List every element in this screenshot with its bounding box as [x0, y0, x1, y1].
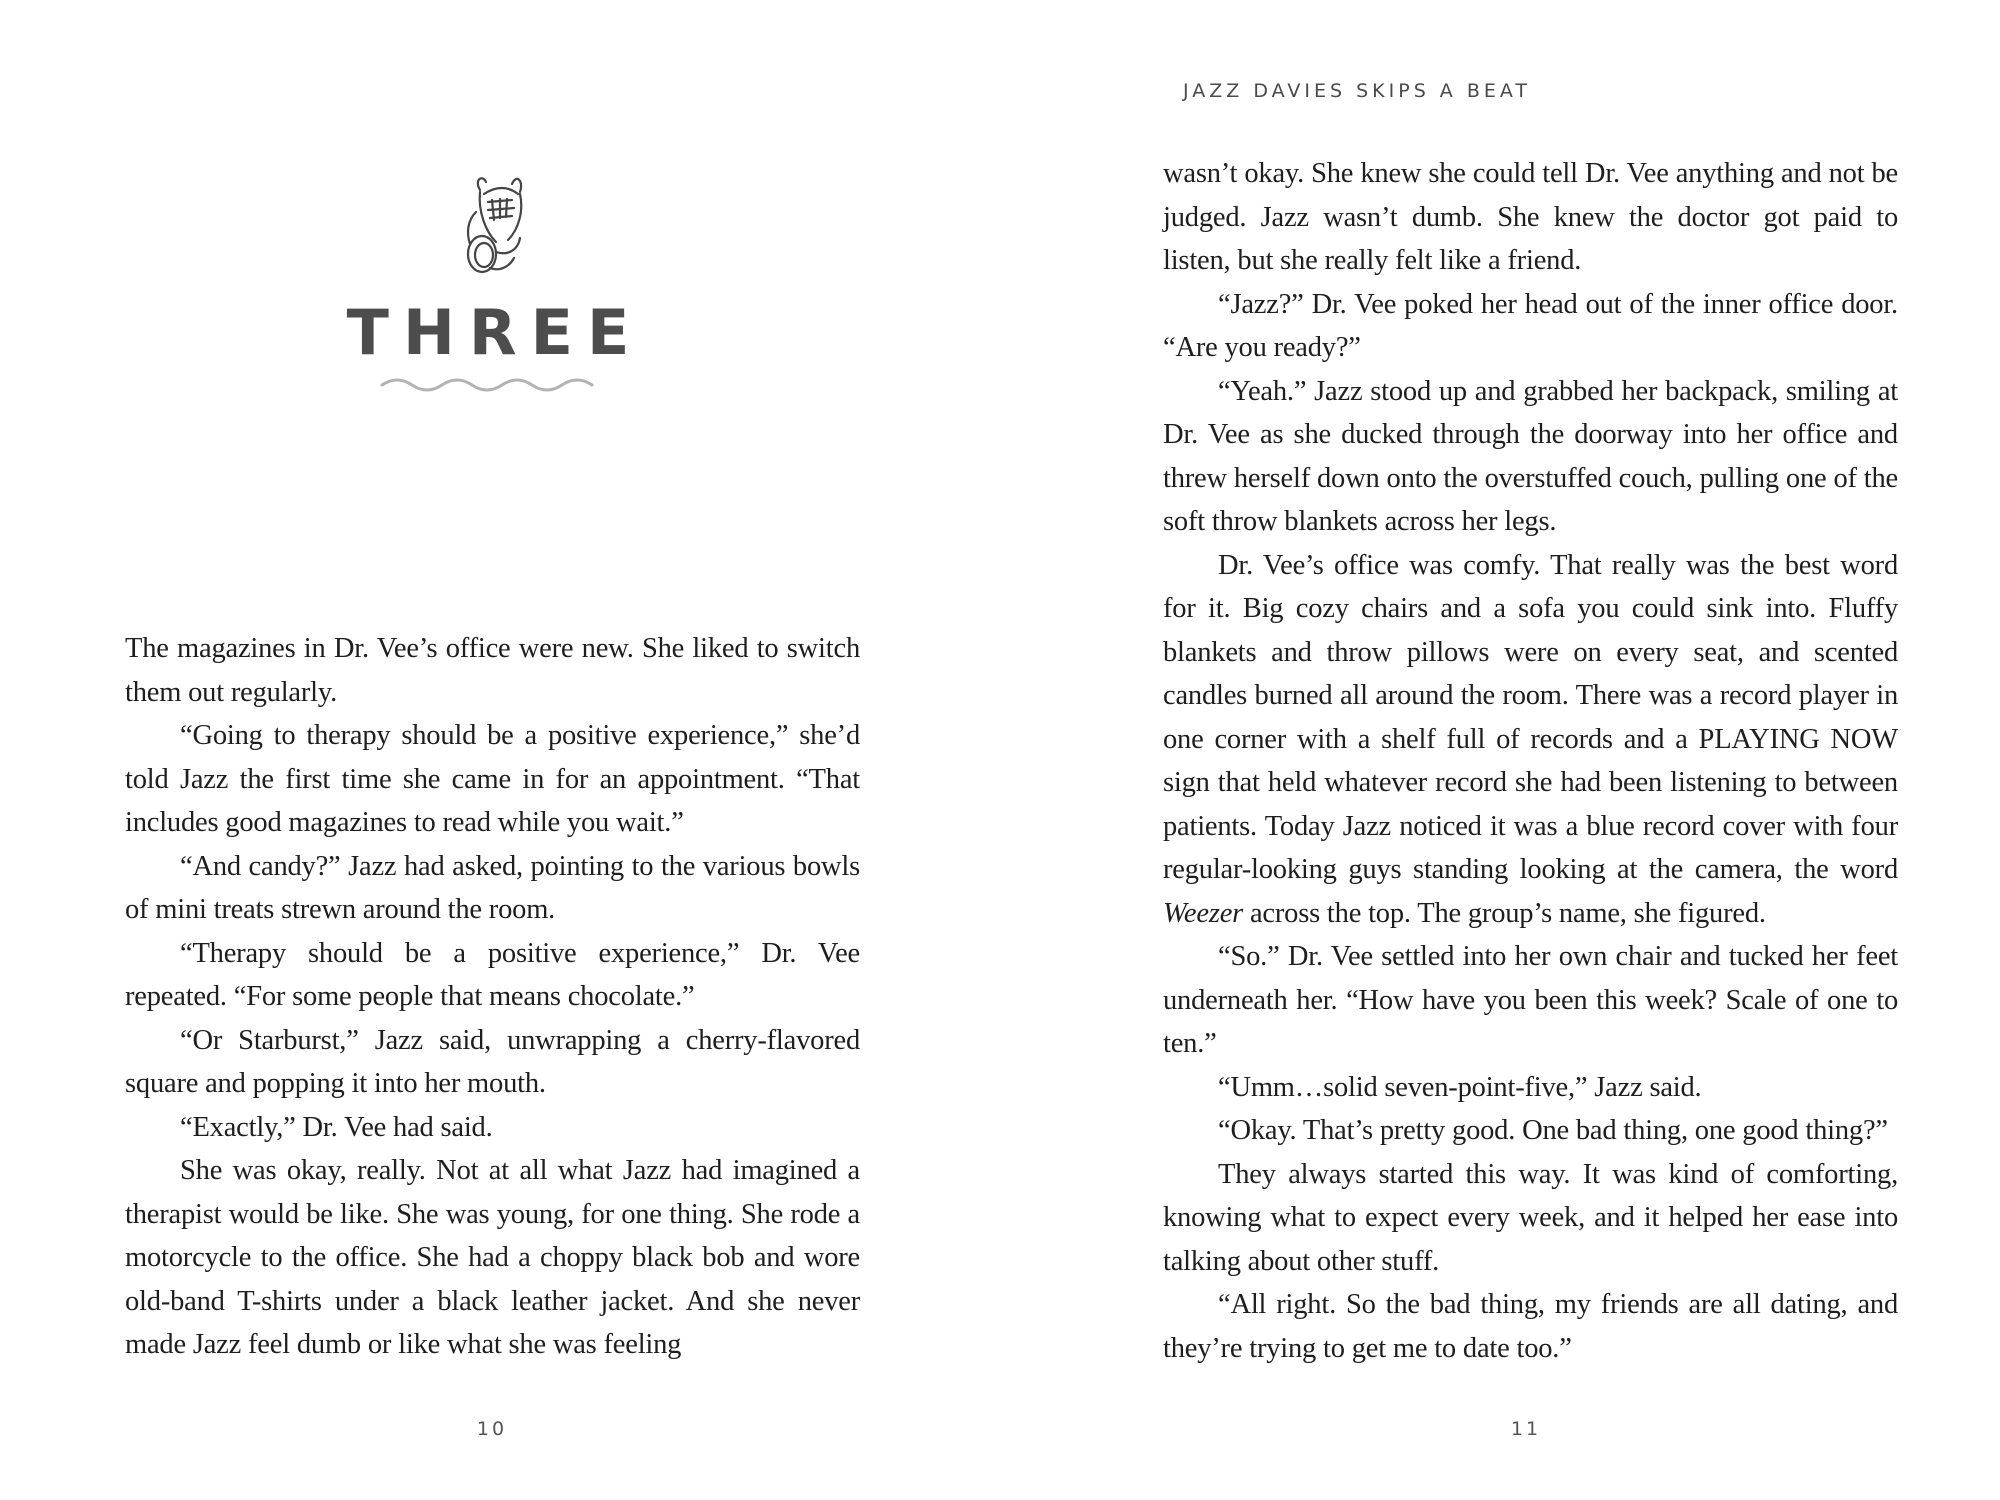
running-head: JAZZ DAVIES SKIPS A BEAT	[1182, 80, 1531, 102]
right-body-text	[1163, 152, 1898, 1370]
paragraph: She was okay, really. Not at all what Jazz had imagined a therapist would be like. She was young, for one thing. She rode a motorcycle to the office. She had a choppy black bob and wore old-band T-shirts under a black leather jacket. And she never made Jazz feel dumb or like what she was feeling	[125, 1155, 860, 1360]
paragraph: wasn’t okay. She knew she could tell Dr. Vee anything and not be judged. Jazz wasn’t dumb. She knew the doctor got paid to listen, but she really felt like a friend.	[1163, 158, 1898, 276]
italic-band-name: Weezer	[1163, 897, 1244, 929]
paragraph: “Okay. That’s pretty good. One bad thing, one good thing?”	[1218, 1115, 1888, 1146]
paragraph: “Jazz?” Dr. Vee poked her head out of the inner office door. “Are you ready?”	[1163, 288, 1898, 363]
page-number: 11	[1510, 1418, 1542, 1440]
chapter-title: THREE	[346, 296, 644, 369]
left-body-text	[125, 627, 860, 1367]
paragraph: “Umm…solid seven-point-five,” Jazz said.	[1218, 1071, 1702, 1103]
wave-divider-icon	[380, 373, 600, 397]
paragraph-text: Dr. Vee’s office was comfy. That really was the best word for it. Big cozy chairs and a sofa you could sink into. Fluffy blankets and throw pillows were on every seat, and scented candles burned all around the room. There was a record player in one corner with a shelf full of records and a PLAYING NOW sign that held whatever record she had been listening to between patients. Today Jazz noticed it was a blue record cover with four regular-looking guys standing looking at the camera, the word	[1163, 549, 1898, 885]
paragraph: The magazines in Dr. Vee’s office were new. She liked to switch them out regularly.	[125, 633, 860, 708]
paragraph: “All right. So the bad thing, my friends are all dating, and they’re trying to get me to date too.”	[1163, 1289, 1898, 1364]
paragraph: “Exactly,” Dr. Vee had said.	[180, 1111, 493, 1143]
page-number: 10	[476, 1418, 508, 1440]
paragraph: “Or Starburst,” Jazz said, unwrapping a cherry-flavored square and popping it into her mouth.	[125, 1024, 860, 1099]
right-page	[1000, 0, 2000, 1500]
paragraph: “And candy?” Jazz had asked, pointing to the various bowls of mini treats strewn around the room.	[125, 850, 860, 925]
paragraph-text: across the top. The group’s name, she figured.	[1243, 897, 1766, 929]
paragraph: “So.” Dr. Vee settled into her own chair and tucked her feet underneath her. “How have you been this week? Scale of one to ten.”	[1163, 941, 1898, 1059]
paragraph: They always started this way. It was kind of comforting, knowing what to expect every week, and it helped her ease into talking about other stuff.	[1163, 1158, 1898, 1277]
paragraph: “Yeah.” Jazz stood up and grabbed her backpack, smiling at Dr. Vee as she ducked through the doorway into her office and threw herself down onto the overstuffed couch, pulling one of the soft throw blankets across her legs.	[1163, 375, 1898, 537]
paragraph	[1163, 544, 1898, 936]
paragraph: “Therapy should be a positive experience,” Dr. Vee repeated. “For some people that means chocolate.”	[125, 937, 860, 1012]
paragraph: “Going to therapy should be a positive experience,” she’d told Jazz the first time she came in for an appointment. “That includes good magazines to read while you wait.”	[125, 720, 860, 838]
headphones-character-icon	[450, 172, 540, 282]
